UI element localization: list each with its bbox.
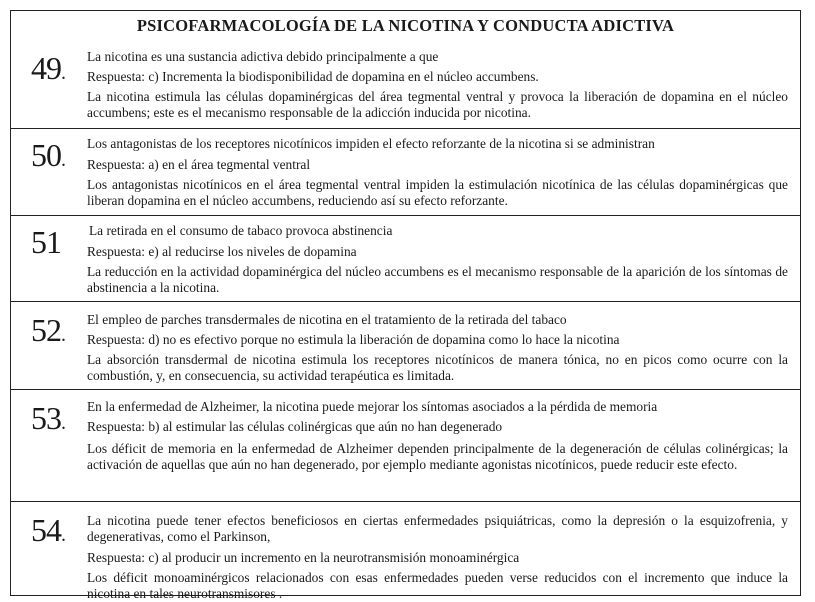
question-text: La nicotina es una sustancia adictiva debido principalmente a que (87, 49, 439, 64)
explanation-text: La reducción en la actividad dopaminérgica del núcleo accumbens es el mecanismo responsable de la aparición de los síntomas de abstinencia a la nicotina. (87, 264, 788, 295)
question-text: La retirada en el consumo de tabaco provoca abstinencia (89, 223, 393, 238)
answer-text: Respuesta: a) en el área tegmental ventral (87, 157, 311, 172)
question-text: El empleo de parches transdermales de nicotina en el tratamiento de la retirada del tabaco (87, 312, 567, 327)
question-number: 50. (31, 137, 66, 173)
answer-text: Respuesta: c) Incrementa la biodisponibilidad de dopamina en el núcleo accumbens. (87, 69, 539, 84)
page-title: PSICOFARMACOLOGÍA DE LA NICOTINA Y CONDUCTA ADICTIVA (136, 16, 675, 35)
question-text: La nicotina puede tener efectos beneficiosos en ciertas enfermedades psiquiátricas, como la depresión o la esquizofrenia, y degenerativas, como el Parkinson, (87, 513, 788, 544)
question-text: En la enfermedad de Alzheimer, la nicotina puede mejorar los síntomas asociados a la pérdida de memoria (87, 399, 658, 414)
question-block-53 (11, 389, 800, 502)
question-text: Los antagonistas de los receptores nicotínicos impiden el efecto reforzante de la nicotina si se administran (87, 136, 655, 151)
question-block-50 (11, 128, 800, 216)
question-number: 54. (31, 512, 66, 548)
question-number: 49. (31, 50, 66, 86)
explanation-text: Los déficit monoaminérgicos relacionados con esas enfermedades pueden verse reducidos con el incremento que induce la nicotina en tales neurotransmisores . (87, 570, 788, 601)
question-table (10, 10, 801, 601)
answer-text: Respuesta: c) al producir un incremento en la neurotransmisión monoaminérgica (87, 550, 520, 565)
question-number: 51 (31, 224, 61, 260)
question-block-51 (11, 215, 800, 302)
explanation-text: Los déficit de memoria en la enfermedad de Alzheimer dependen principalmente de la degeneración de células colinérgicas; la activación de aquellas que aún no han degenerado, por ejemplo mediante agonistas nicotínicos, puede reducir este efecto. (87, 441, 788, 472)
explanation-text: La absorción transdermal de nicotina estimula los receptores nicotínicos de manera tónica, no en picos como ocurre con la combustión, y, en consecuencia, su actividad terapéutica es limitada. (87, 352, 788, 383)
question-number: 52. (31, 312, 66, 348)
explanation-text: La nicotina estimula las células dopaminérgicas del área tegmental ventral y provoca la liberación de dopamina en el núcleo accumbens; este es el mecanismo responsable de la adicción inducida por nicotina. (87, 89, 788, 120)
explanation-text: Los antagonistas nicotínicos en el área tegmental ventral impiden la estimulación nicotínica de las células dopaminérgicas que liberan dopamina en el núcleo accumbens, reduciendo así su efecto reforzante. (87, 177, 788, 208)
question-block-54 (11, 501, 800, 601)
answer-text: Respuesta: e) al reducirse los niveles de dopamina (87, 244, 357, 259)
question-number: 53. (31, 400, 66, 436)
question-block-52 (11, 301, 800, 390)
answer-text: Respuesta: b) al estimular las células colinérgicas que aún no han degenerado (87, 419, 503, 434)
question-block-49 (11, 39, 800, 128)
answer-text: Respuesta: d) no es efectivo porque no estimula la liberación de dopamina como lo hace la nicotina (87, 332, 620, 347)
